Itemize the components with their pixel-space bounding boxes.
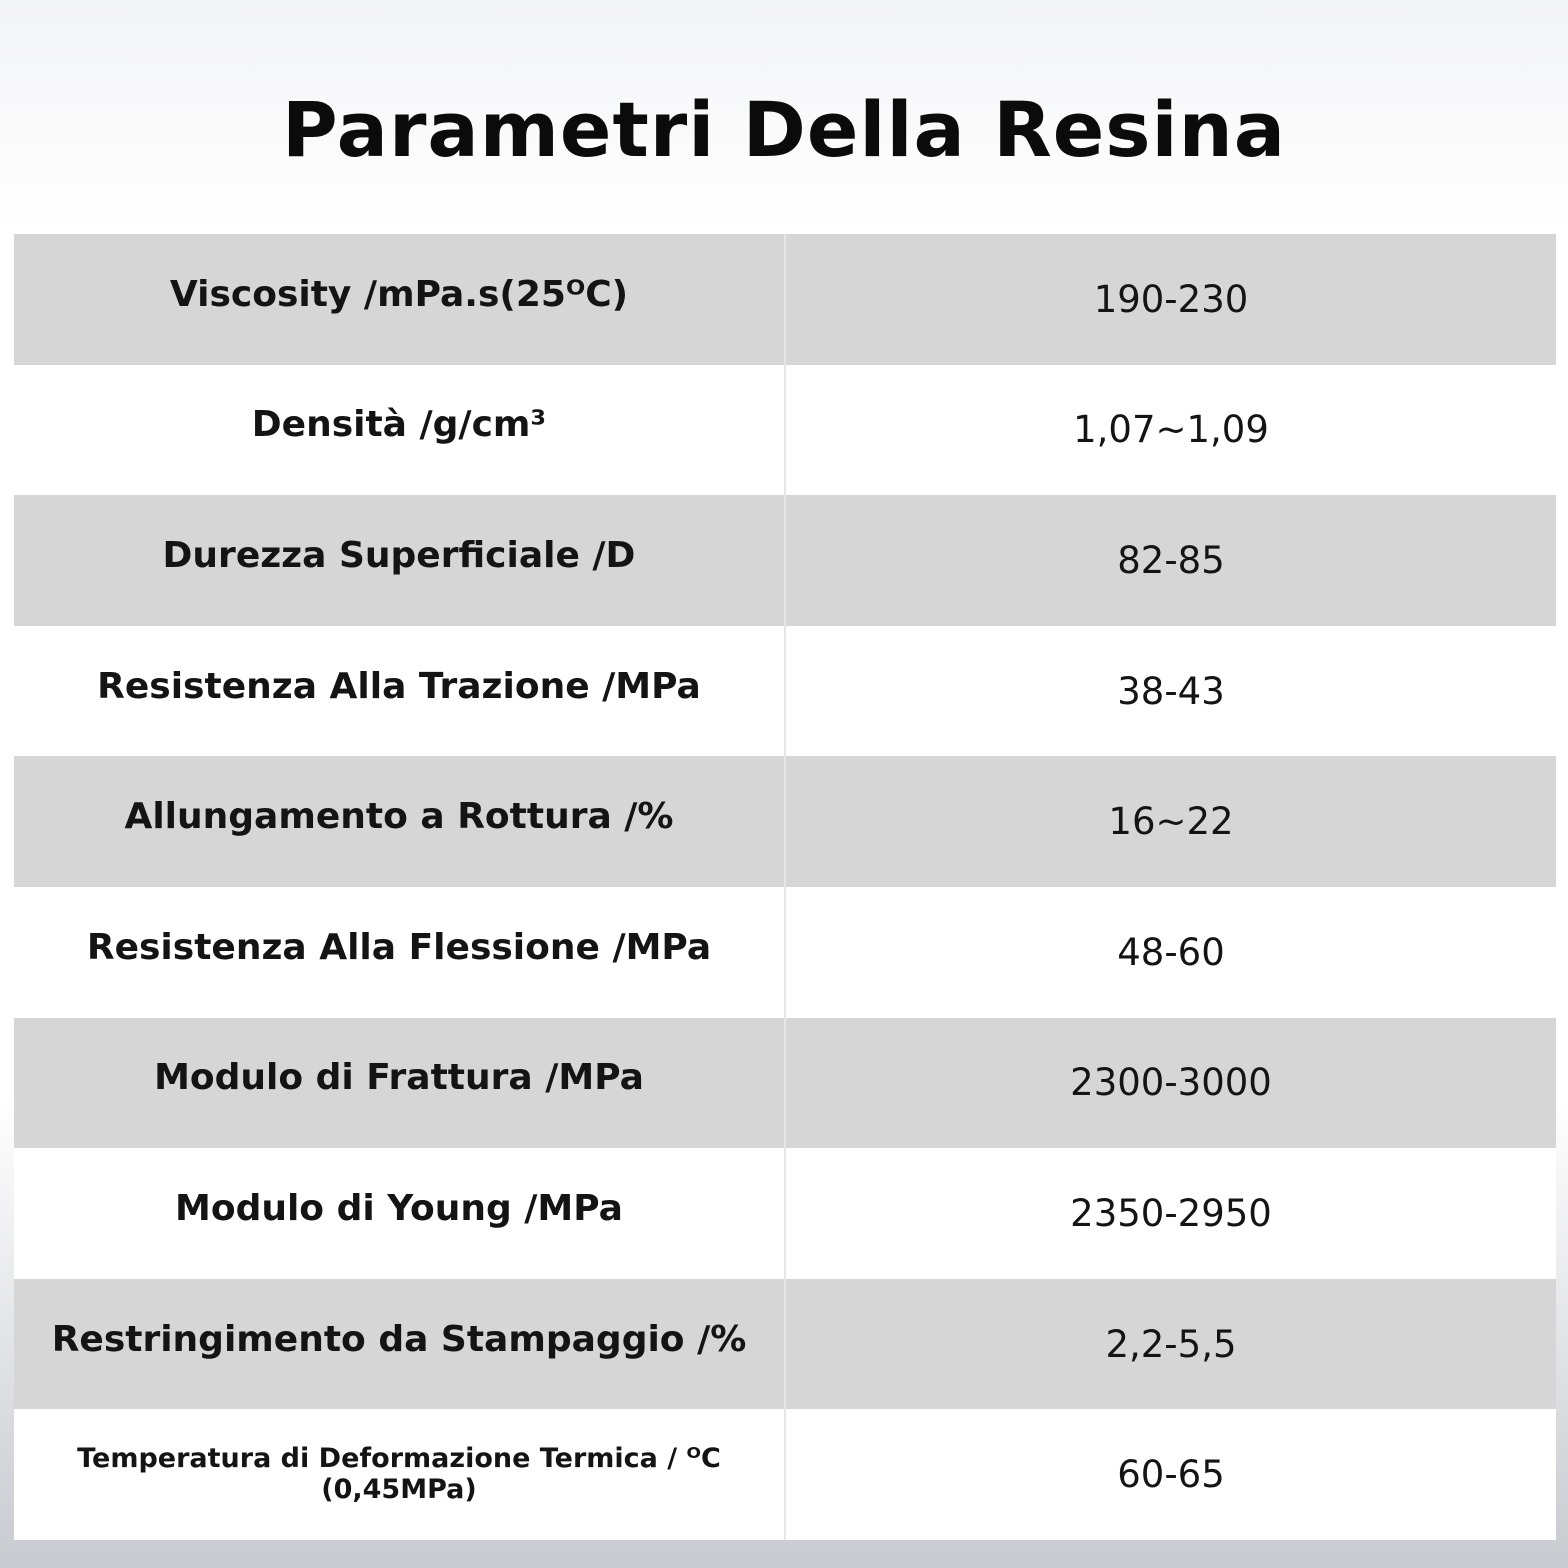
parameter-cell: Temperatura di Deformazione Termica / ᴼC (0,45MPa) [77,1442,721,1505]
parameter-cell: Allungamento a Rottura /% [124,796,674,838]
value-cell: 2,2-5,5 [1105,1322,1237,1366]
table-row [14,1279,1556,1410]
value-cell: 190-230 [1093,277,1249,321]
parameter-cell: Resistenza Alla Trazione /MPa [97,665,701,707]
parameter-cell: Modulo di Young /MPa [175,1187,623,1229]
page-title: Parametri Della Resina [282,85,1286,174]
value-cell: 16~22 [1108,800,1234,844]
parameter-cell: Restringimento da Stampaggio /% [51,1318,747,1360]
value-cell: 2300-3000 [1070,1061,1272,1105]
table-row [14,1148,1556,1279]
table-row [14,495,1556,626]
table-row [14,756,1556,887]
parameter-cell: Densità /g/cm³ [251,404,547,446]
value-cell: 2350-2950 [1070,1191,1272,1235]
value-cell: 1,07~1,09 [1073,408,1269,452]
table-row [14,234,1556,365]
value-cell: 38-43 [1117,669,1225,713]
parameter-cell: Viscosity /mPa.s(25ᴼC) [169,273,629,315]
parameter-cell: Durezza Superficiale /D [162,534,636,576]
table-row [14,887,1556,1018]
value-cell: 60-65 [1117,1453,1225,1497]
table-row [14,1018,1556,1149]
value-cell: 48-60 [1117,930,1225,974]
table-row [14,626,1556,757]
parameter-cell: Resistenza Alla Flessione /MPa [86,926,712,968]
value-cell: 82-85 [1117,538,1225,582]
resin-parameters-table [14,234,1556,1540]
table-row [14,365,1556,496]
parameter-cell: Modulo di Frattura /MPa [154,1057,644,1099]
table-row [14,1409,1556,1540]
